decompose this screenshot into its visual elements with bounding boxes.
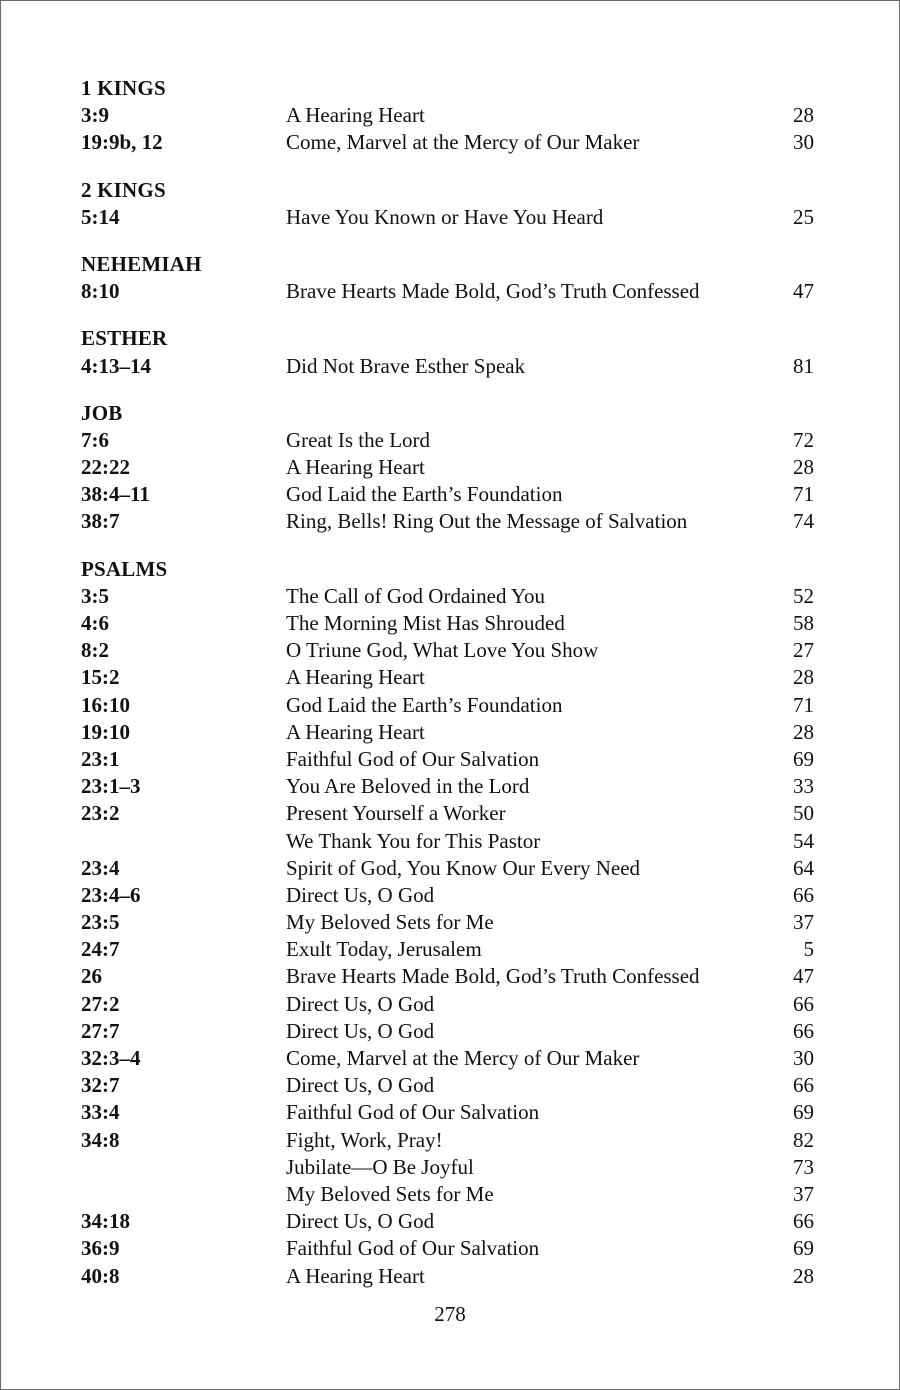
hymn-number: 69	[793, 1236, 814, 1261]
page-number: 278	[434, 1302, 466, 1326]
hymn-title: Spirit of God, You Know Our Every Need	[286, 855, 641, 880]
hymn-number: 28	[793, 1263, 814, 1288]
index-section	[81, 251, 814, 305]
index-row	[81, 773, 814, 800]
hymn-title: Direct Us, O God	[286, 1073, 435, 1098]
hymn-title: God Laid the Earth’s Foundation	[286, 692, 563, 717]
book-heading: PSALMS	[81, 556, 168, 581]
verse-reference: 23:1–3	[81, 774, 141, 799]
verse-reference: 19:9b, 12	[81, 130, 163, 155]
index-row	[81, 909, 814, 936]
verse-reference: 3:9	[81, 103, 109, 128]
verse-reference: 16:10	[81, 692, 130, 717]
hymn-title: You Are Beloved in the Lord	[286, 774, 530, 799]
hymn-title: A Hearing Heart	[286, 103, 425, 128]
hymn-title: O Triune God, What Love You Show	[286, 638, 599, 663]
index-row	[81, 204, 814, 231]
verse-reference: 3:5	[81, 583, 109, 608]
verse-reference: 38:4–11	[81, 482, 150, 507]
hymn-title: Have You Known or Have You Heard	[286, 204, 604, 229]
index-section	[81, 325, 814, 379]
index-row	[81, 102, 814, 129]
hymn-title: Great Is the Lord	[286, 427, 431, 452]
index-row	[81, 963, 814, 990]
hymn-number: 47	[793, 964, 814, 989]
index-row	[81, 936, 814, 963]
index-row	[81, 1154, 814, 1181]
hymn-number: 66	[793, 1073, 814, 1098]
book-heading: NEHEMIAH	[81, 251, 202, 276]
index-row	[81, 454, 814, 481]
index-row	[81, 1099, 814, 1126]
index-row	[81, 427, 814, 454]
hymn-title: God Laid the Earth’s Foundation	[286, 482, 563, 507]
hymn-title: Did Not Brave Esther Speak	[286, 353, 526, 378]
hymn-number: 72	[793, 427, 814, 452]
hymn-number: 25	[793, 204, 814, 229]
hymn-title: Fight, Work, Pray!	[286, 1127, 443, 1152]
index-row	[81, 1045, 814, 1072]
hymn-number: 52	[793, 583, 814, 608]
index-row	[81, 278, 814, 305]
index-section	[81, 400, 814, 536]
verse-reference: 32:3–4	[81, 1046, 141, 1070]
index-row	[81, 1235, 814, 1262]
index-row	[81, 882, 814, 909]
hymn-title: Jubilate—O Be Joyful	[286, 1154, 474, 1179]
hymn-number: 71	[793, 482, 814, 507]
hymn-title: We Thank You for This Pastor	[286, 828, 541, 853]
hymn-number: 66	[793, 882, 814, 907]
index-row	[81, 664, 814, 691]
index-section	[81, 556, 814, 1290]
index-row	[81, 129, 814, 156]
index-row	[81, 746, 814, 773]
verse-reference: 23:4	[81, 855, 120, 880]
verse-reference: 27:2	[81, 991, 120, 1016]
hymn-number: 66	[793, 1018, 814, 1043]
verse-reference: 5:14	[81, 204, 120, 229]
index-row	[81, 481, 814, 508]
verse-reference: 7:6	[81, 427, 109, 452]
hymn-number: 28	[793, 665, 814, 690]
hymn-number: 33	[793, 774, 814, 799]
index-row	[81, 800, 814, 827]
hymn-number: 66	[793, 1209, 814, 1234]
verse-reference: 38:7	[81, 509, 120, 534]
index-row	[81, 1263, 814, 1290]
index-row	[81, 610, 814, 637]
verse-reference: 34:18	[81, 1209, 130, 1234]
hymn-title: Come, Marvel at the Mercy of Our Maker	[286, 1046, 640, 1070]
hymn-title: A Hearing Heart	[286, 665, 425, 690]
verse-reference: 40:8	[81, 1263, 120, 1288]
verse-reference: 23:2	[81, 801, 120, 826]
verse-reference: 34:8	[81, 1127, 120, 1152]
hymn-title: Direct Us, O God	[286, 991, 435, 1016]
hymn-number: 28	[793, 103, 814, 128]
hymn-number: 73	[793, 1154, 814, 1179]
index-section	[81, 75, 814, 157]
hymn-number: 81	[793, 353, 814, 378]
index-row	[81, 828, 814, 855]
hymn-title: Faithful God of Our Salvation	[286, 1100, 540, 1125]
hymn-title: Direct Us, O God	[286, 882, 435, 907]
hymn-title: My Beloved Sets for Me	[286, 910, 494, 935]
book-heading: 2 KINGS	[81, 177, 166, 202]
verse-reference: 23:1	[81, 746, 120, 771]
hymn-number: 66	[793, 991, 814, 1016]
verse-reference: 32:7	[81, 1073, 120, 1098]
index-row	[81, 855, 814, 882]
hymn-number: 54	[793, 828, 814, 853]
hymn-title: A Hearing Heart	[286, 719, 425, 744]
hymn-title: The Call of God Ordained You	[286, 583, 545, 608]
hymn-title: A Hearing Heart	[286, 455, 425, 480]
verse-reference: 22:22	[81, 455, 130, 480]
book-heading: 1 KINGS	[81, 76, 166, 100]
verse-reference: 19:10	[81, 719, 130, 744]
hymn-title: Brave Hearts Made Bold, God’s Truth Confessed	[286, 279, 700, 304]
verse-reference: 27:7	[81, 1018, 120, 1043]
verse-reference: 4:6	[81, 611, 109, 635]
hymn-title: Direct Us, O God	[286, 1018, 435, 1043]
hymn-number: 28	[793, 455, 814, 480]
hymn-number: 69	[793, 746, 814, 771]
hymn-title: Present Yourself a Worker	[286, 801, 506, 826]
hymn-number: 37	[793, 910, 814, 935]
verse-reference: 23:5	[81, 910, 120, 935]
index-row	[81, 1127, 814, 1154]
hymn-number: 5	[803, 937, 814, 962]
verse-reference: 33:4	[81, 1100, 120, 1125]
hymn-number: 50	[793, 801, 814, 826]
hymn-title: Ring, Bells! Ring Out the Message of Salvation	[286, 509, 688, 534]
hymn-number: 82	[793, 1127, 814, 1152]
index-row	[81, 692, 814, 719]
index-row	[81, 583, 814, 610]
hymn-number: 69	[793, 1100, 814, 1125]
hymn-number: 30	[793, 1046, 814, 1070]
hymn-number: 74	[793, 509, 814, 534]
hymn-title: Come, Marvel at the Mercy of Our Maker	[286, 130, 640, 155]
hymn-number: 47	[793, 279, 814, 304]
hymn-number: 71	[793, 692, 814, 717]
index-row	[81, 1018, 814, 1045]
verse-reference: 15:2	[81, 665, 120, 690]
index-row	[81, 637, 814, 664]
hymn-number: 28	[793, 719, 814, 744]
hymn-title: Faithful God of Our Salvation	[286, 1236, 540, 1261]
hymn-title: Faithful God of Our Salvation	[286, 746, 540, 771]
hymn-number: 58	[793, 611, 814, 635]
verse-reference: 8:2	[81, 638, 109, 663]
verse-reference: 8:10	[81, 279, 120, 304]
index-row	[81, 353, 814, 380]
scripture-index	[81, 75, 814, 1310]
hymn-number: 27	[793, 638, 814, 663]
verse-reference: 23:4–6	[81, 882, 141, 907]
hymn-title: A Hearing Heart	[286, 1263, 425, 1288]
verse-reference: 4:13–14	[81, 353, 151, 378]
book-heading: ESTHER	[81, 326, 168, 351]
verse-reference: 26	[81, 964, 102, 989]
hymn-number: 64	[793, 855, 814, 880]
book-heading: JOB	[81, 400, 123, 425]
verse-reference: 36:9	[81, 1236, 120, 1261]
hymn-title: The Morning Mist Has Shrouded	[286, 611, 565, 635]
index-row	[81, 991, 814, 1018]
hymn-title: My Beloved Sets for Me	[286, 1181, 494, 1206]
verse-reference: 24:7	[81, 937, 120, 962]
index-row	[81, 508, 814, 535]
index-row	[81, 1181, 814, 1208]
hymn-title: Exult Today, Jerusalem	[286, 937, 482, 962]
index-row	[81, 1072, 814, 1099]
hymn-title: Direct Us, O God	[286, 1209, 435, 1234]
index-row	[81, 1208, 814, 1235]
hymn-number: 30	[793, 130, 814, 155]
hymn-title: Brave Hearts Made Bold, God’s Truth Confessed	[286, 964, 700, 989]
index-row	[81, 719, 814, 746]
hymn-number: 37	[793, 1181, 814, 1206]
index-section	[81, 177, 814, 231]
